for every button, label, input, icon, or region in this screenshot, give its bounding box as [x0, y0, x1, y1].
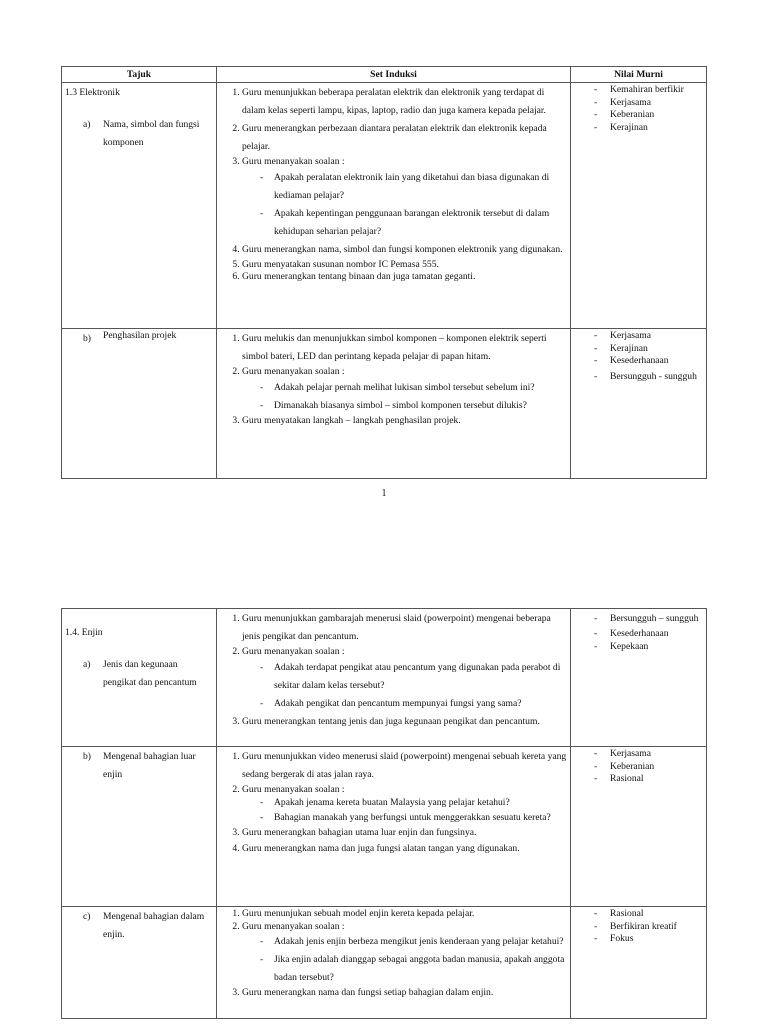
question-item: - Adakah pelajar pernah melihat lukisan simbol tersebut sebelum ini? — [274, 379, 567, 397]
list-item: 1. Guru menunjukan sebuah model enjin kereta kepada pelajar. — [242, 908, 567, 921]
list-item-text: Guru menanyakan soalan : — [242, 920, 345, 932]
subtopic-label: b) — [83, 333, 91, 344]
list-item — [242, 156, 567, 241]
induction-cell — [217, 609, 571, 747]
values-cell — [571, 609, 707, 747]
values-list — [574, 908, 703, 946]
list-item: 5. Guru menyatakan susunan nombor IC Pemasa 555. — [242, 259, 567, 272]
subtopic-label: a) — [83, 119, 91, 130]
values-list — [574, 610, 703, 653]
lesson-table-page-2 — [61, 608, 707, 1019]
question-item: - Apakah kepentingan penggunaan barangan elektronik tersebut di dalam kehidupan seharian pelajar? — [274, 205, 567, 241]
subtopic-text: Nama, simbol dan fungsi komponen — [103, 119, 200, 148]
header-induction: Set Induksi — [217, 67, 571, 83]
activity-list — [220, 908, 567, 1000]
topic-cell — [62, 609, 217, 747]
value-item: - Fokus — [610, 933, 703, 946]
activity-list — [220, 610, 567, 731]
value-item: - Keberanian — [610, 109, 703, 122]
value-item: - Kerajinan — [610, 343, 703, 356]
list-item: 3. Guru menerangkan bahagian utama luar enjin dan fungsinya. — [242, 827, 567, 840]
subtopic-label: c) — [83, 911, 91, 922]
values-cell — [571, 83, 707, 329]
list-item — [242, 921, 567, 988]
value-item: - Kerjasama — [610, 330, 703, 343]
induction-cell — [217, 907, 571, 1019]
subtopic-label: b) — [83, 751, 91, 762]
value-item: - Kesederhanaan — [610, 355, 703, 368]
table-row — [62, 83, 707, 329]
value-item: - Rasional — [610, 773, 703, 786]
question-list — [242, 379, 567, 415]
question-list — [242, 169, 567, 241]
question-item: - Adakah pengikat dan pencantum mempunyai fungsi yang sama? — [274, 695, 567, 713]
list-item-text: Guru menanyakan soalan : — [242, 366, 345, 377]
subtopic-text: Mengenal bahagian luar enjin — [103, 751, 196, 780]
value-item: - Keberanian — [610, 761, 703, 774]
activity-list — [220, 330, 567, 427]
list-item: 3. Guru menerangkan nama dan fungsi setiap bahagian dalam enjin. — [242, 987, 567, 1000]
list-item-text: Guru menanyakan soalan : — [242, 646, 345, 657]
page-number: 1 — [381, 488, 387, 499]
value-item: - Kesederhanaan — [610, 628, 703, 641]
values-cell — [571, 329, 707, 479]
subtopic-text: Jenis dan kegunaan pengikat dan pencantum — [103, 659, 197, 688]
table-row — [62, 329, 707, 479]
subtopic — [65, 330, 213, 348]
question-item: - Apakah peralatan elektronik lain yang diketahui dan biasa digunakan di kediaman pelajar? — [274, 169, 567, 205]
table-row — [62, 609, 707, 747]
table-header-row — [62, 67, 707, 83]
question-item: - Jika enjin adalah dianggap sebagai anggota badan manusia, apakah anggota badan tersebut? — [274, 951, 567, 987]
induction-cell — [217, 747, 571, 907]
values-cell — [571, 907, 707, 1019]
list-item: 4. Guru menerangkan nama dan juga fungsi alatan tangan yang digunakan. — [242, 840, 567, 858]
value-item: - Kerjasama — [610, 748, 703, 761]
values-list — [574, 748, 703, 786]
value-item: - Kerjasama — [610, 97, 703, 110]
list-item: 1. Guru melukis dan menunjukkan simbol komponen – komponen elektrik seperti simbol bateri, LED dan perintang kepada pelajar di papan hitam. — [242, 330, 567, 366]
subtopic — [65, 748, 213, 784]
subtopic-text: Mengenal bahagian dalam enjin. — [103, 911, 205, 940]
question-list — [242, 797, 567, 828]
activity-list — [220, 748, 567, 858]
induction-cell — [217, 83, 571, 329]
list-item — [242, 646, 567, 713]
value-item: - Rasional — [610, 908, 703, 921]
topic-cell — [62, 747, 217, 907]
list-item: 6. Guru menerangkan tentang binaan dan juga tamatan geganti. — [242, 271, 567, 284]
list-item: 2. Guru menerangkan perbezaan diantara peralatan elektrik dan elektronik kepada pelajar. — [242, 120, 567, 156]
question-list — [242, 659, 567, 713]
table-row — [62, 907, 707, 1019]
question-item: - Apakah jenama kereta buatan Malaysia yang pelajar ketahui? — [274, 797, 567, 810]
topic-cell — [62, 907, 217, 1019]
question-item: - Adakah jenis enjin berbeza mengikut jenis kenderaan yang pelajar ketahui? — [274, 933, 567, 951]
question-item: - Bahagian manakah yang berfungsi untuk menggerakkan sesuatu kereta? — [274, 809, 567, 827]
topic-cell — [62, 83, 217, 329]
subtopic — [65, 908, 213, 944]
activity-list — [220, 84, 567, 284]
list-item-text: Guru menanyakan soalan : — [242, 784, 345, 795]
question-item: - Adakah terdapat pengikat atau pencantum yang digunakan pada perabot di sekitar dalam kelas tersebut? — [274, 659, 567, 695]
topic-cell — [62, 329, 217, 479]
lesson-table-page-1 — [61, 66, 707, 479]
value-item: - Kerajinan — [610, 122, 703, 135]
value-item: - Kepekaan — [610, 641, 703, 654]
list-item: 1. Guru menunjukkan beberapa peralatan elektrik dan elektronik yang terdapat di dalam kelas seperti lampu, kipas, laptop, radio dan juga kamera kepada pelajar. — [242, 84, 567, 120]
value-item: - Berfikiran kreatif — [610, 921, 703, 934]
value-item: - Kemahiran berfikir — [610, 84, 703, 97]
value-item: - Bersungguh - sungguh — [610, 368, 703, 386]
list-item: 1. Guru menunjukkan video menerusi slaid (powerpoint) mengenai sebuah kereta yang sedang bergerak di atas jalan raya. — [242, 748, 567, 784]
question-item: - Dimanakah biasanya simbol – simbol komponen tersebut dilukis? — [274, 397, 567, 415]
list-item-text: Guru menanyakan soalan : — [242, 156, 345, 167]
question-list — [242, 933, 567, 987]
list-item — [242, 784, 567, 827]
topic-title: 1.3 Elektronik — [65, 87, 120, 98]
table-row — [62, 747, 707, 907]
header-values: Nilai Murni — [571, 67, 707, 83]
values-list — [574, 330, 703, 386]
list-item: 4. Guru menerangkan nama, simbol dan fungsi komponen elektronik yang digunakan. — [242, 241, 567, 259]
subtopic — [65, 116, 213, 152]
values-cell — [571, 747, 707, 907]
list-item — [242, 366, 567, 415]
subtopic — [65, 656, 213, 692]
topic-title: 1.4. Enjin — [65, 627, 103, 638]
induction-cell — [217, 329, 571, 479]
header-topic: Tajuk — [62, 67, 217, 83]
subtopic-label: a) — [83, 659, 91, 670]
values-list — [574, 84, 703, 134]
list-item: 3. Guru menyatakan langkah – langkah penghasilan projek. — [242, 415, 567, 428]
list-item: 3. Guru menerangkan tentang jenis dan juga kegunaan pengikat dan pencantum. — [242, 713, 567, 731]
list-item: 1. Guru menunjukkan gambarajah menerusi slaid (powerpoint) mengenai beberapa jenis pengikat dan pencantum. — [242, 610, 567, 646]
value-item: - Bersungguh – sungguh — [610, 610, 703, 628]
subtopic-text: Penghasilan projek — [103, 330, 177, 341]
